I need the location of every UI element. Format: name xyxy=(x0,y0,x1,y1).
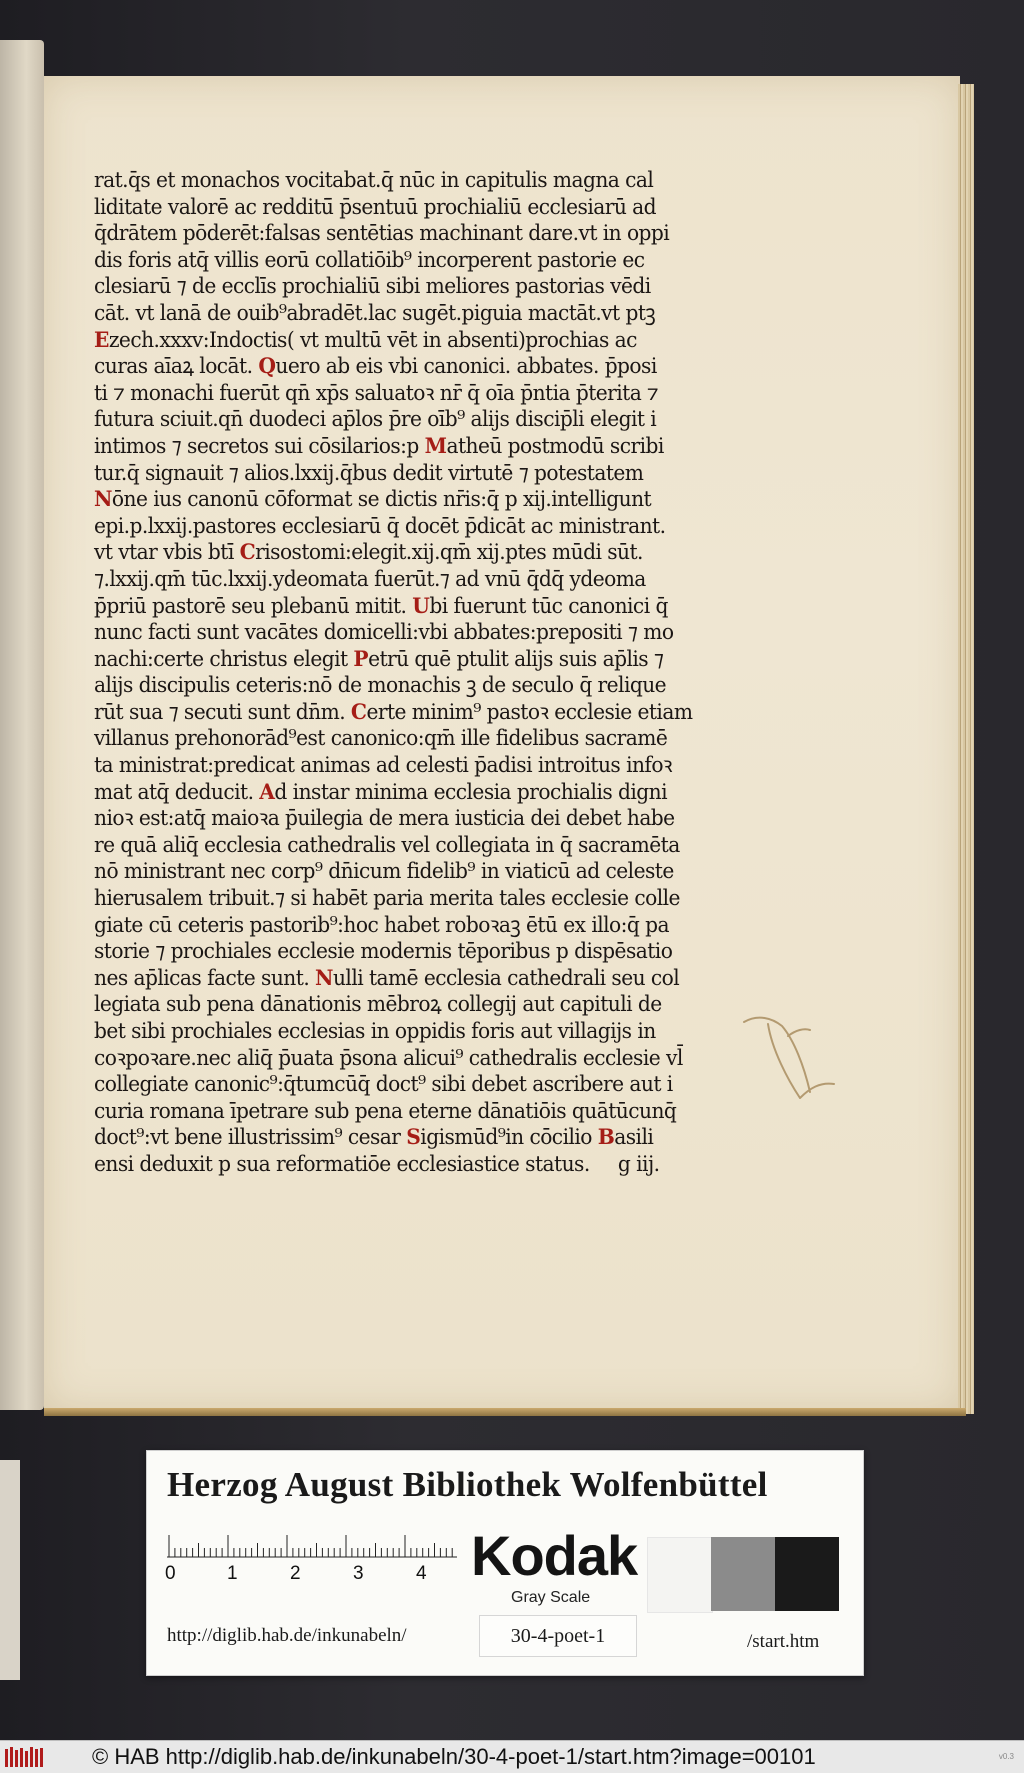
rubric-initial: C xyxy=(239,540,256,566)
left-card-strip xyxy=(0,1460,20,1680)
text-line: re quā aliq̄ ecclesia cathedralis vel collegiata in q̄ sacramēta xyxy=(94,832,680,858)
text-line: epi.p.lxxij.pastores ecclesiarū q̄ docēt p̄dicāt ac ministrant. xyxy=(94,513,666,539)
rubric-initial: P xyxy=(353,646,369,672)
gray-patch-black xyxy=(775,1537,839,1611)
rubric-initial: N xyxy=(94,487,112,513)
footer-bar xyxy=(0,1740,1024,1773)
text-line: nachi:certe christus elegit Petrū quē ptulit alijs suis ap̄lis ⁊ xyxy=(94,646,664,672)
quire-signature: g iij. xyxy=(617,1151,660,1177)
ruler-label: 0 xyxy=(165,1563,176,1584)
text-line: q̄drātem pōderēt:falsas sentētias machinant dare.vt in oppi xyxy=(94,221,670,247)
pencil-annotation-mark xyxy=(738,1000,848,1110)
rubric-initial: C xyxy=(350,699,367,725)
text-line: villanus prehonorād⁹est canonico:qm̄ ille fidelibus sacramē xyxy=(94,726,668,752)
text-line: storie ⁊ prochiales ecclesie modernis tēporibus p dispēsatio xyxy=(94,939,673,965)
version-label: v0.3 xyxy=(998,1752,1014,1761)
text-line: mat atq̄ deducit. Ad instar minima ecclesia prochialis digni xyxy=(94,779,668,805)
text-line: nioꝛ est:atq̄ maioꝛa p̄uilegia de mera iusticia dei debet habe xyxy=(94,806,675,832)
text-line: curas aīaꝝ locāt. Quero ab eis vbi canonici. abbates. p̄posi xyxy=(94,354,657,380)
text-line: hierusalem tribuit.⁊ si habēt paria merita tales ecclesie colle xyxy=(94,886,680,912)
text-line: p̄priū pastorē seu plebanū mitit. Ubi fuerunt tūc canonici q̄ xyxy=(94,593,668,619)
ruler xyxy=(167,1523,457,1587)
ruler-label: 2 xyxy=(290,1563,301,1584)
text-line: nō ministrant nec corp⁹ dn̄icum fidelib⁹ in viaticū ad celeste xyxy=(94,859,674,885)
gray-patch-mid xyxy=(711,1537,775,1611)
text-line: nunc facti sunt vacātes domicelli:vbi abbates:prepositi ⁊ mo xyxy=(94,620,674,646)
copyright-url[interactable]: © HAB http://diglib.hab.de/inkunabeln/30-4-poet-1/start.htm?image=00101 xyxy=(92,1744,816,1769)
kodak-logo: Kodak xyxy=(471,1524,638,1587)
text-line: liditate valorē ac redditū̄ p̄sentuū prochialiū ecclesiarū ad xyxy=(94,194,657,220)
hab-logo-icon xyxy=(4,1746,44,1768)
url-prefix: http://diglib.hab.de/inkunabeln/ xyxy=(167,1625,407,1646)
text-line: giate cū ceteris pastorib⁹:hoc habet roboꝛaꝫ ētū ex illo:q̄ pa xyxy=(94,912,669,938)
text-line: clesiarū ⁊ de ecclīs prochialiū sibi meliores pastorias vēdi xyxy=(94,274,651,300)
text-line: cāt. vt lanā de ouib⁹abradēt.lac sugēt.piguia mactāt.vt ptꝫ xyxy=(94,300,656,326)
page-edges xyxy=(958,84,974,1414)
text-line: tur.q̄ signauit ⁊ alios.lxxij.q̄bus dedit virtutē ⁊ potestatem xyxy=(94,460,644,486)
rubric-initial: A xyxy=(259,779,275,805)
text-line: rūt sua ⁊ secuti sunt dn̄m. Certe minim⁹ pastoꝛ ecclesie etiam xyxy=(94,699,693,725)
rubric-initial: E xyxy=(94,327,109,353)
ruler-label: 3 xyxy=(353,1563,364,1584)
text-line: Ezech.xxxv:Indoctis( vt multū vēt in absenti)prochias ac xyxy=(94,327,637,353)
grayscale-label: Gray Scale xyxy=(511,1589,591,1606)
shelfmark: 30-4-poet-1 xyxy=(479,1615,637,1657)
text-line: nes ap̄licas facte sunt. Nulli tamē ecclesia cathedrali seu col xyxy=(94,965,680,991)
rubric-initial: B xyxy=(597,1125,615,1151)
text-line: Nōne ius canonū cōformat se dictis nr̄is:q̄ p xij.intelligunt xyxy=(94,487,652,513)
text-line: ta ministrat:predicat animas ad celesti p̄adisi introitus infoꝛ xyxy=(94,753,672,779)
rubric-initial: M xyxy=(424,433,447,459)
ruler-label: 1 xyxy=(227,1563,238,1584)
text-line: ti ⁊ monachi fuerūt qn̄ xp̄s saluatoꝛ nr̄ q̄ oīa p̄ntia p̄terita ⁊ xyxy=(94,380,659,406)
left-page-edge xyxy=(0,40,44,1410)
rubric-initial: S xyxy=(406,1125,421,1151)
rubric-initial: U xyxy=(412,593,430,619)
text-line: doct⁹:vt bene illustrissim⁹ cesar Sigismūd⁹in cōcilio Basili xyxy=(94,1125,654,1151)
rubric-initial: Q xyxy=(258,354,276,380)
text-line: futura sciuit.qn̄ duodeci ap̄los p̄re oīb⁹ alijs discip̄li elegit i xyxy=(94,407,657,433)
url-suffix: /start.htm xyxy=(747,1631,820,1652)
text-line: vt vtar vbis btī Crisostomi:elegit.xij.qm̄ xij.ptes mūdi sūt. xyxy=(94,540,643,566)
text-line: alijs discipulis ceteris:nō de monachis ꝫ de seculo q̄ relique xyxy=(94,673,667,699)
ruler-label: 4 xyxy=(416,1563,427,1584)
text-line: rat.q̄s et monachos vocitabat.q̄ nūc in capitulis magna cal xyxy=(94,168,654,193)
text-line: ⁊.lxxij.qm̄ tūc.lxxij.ydeomata fuerūt.⁊ ad vnū q̄dq̄ ydeoma xyxy=(94,566,646,592)
library-name: Herzog August Bibliothek Wolfenbüttel xyxy=(167,1465,768,1504)
text-line: coꝛpoꝛare.nec aliq̄ p̄uata p̄sona alicui⁹ cathedralis ecclesie vl̄ xyxy=(94,1045,683,1071)
text-line: dis foris atq̄ villis eorū collatiōib⁹ incorperent pastorie ec xyxy=(94,247,645,273)
incunable-text-block xyxy=(94,168,693,1179)
gray-patch-white xyxy=(647,1537,713,1613)
rubric-initial: N xyxy=(315,965,333,991)
text-line: bet sibi prochiales ecclesias in oppidis foris aut villagijs in xyxy=(94,1019,656,1044)
page-bottom-edge xyxy=(44,1408,966,1416)
text-line: ensi deduxit p sua reformatiōe ecclesiastice status. g iij. xyxy=(94,1151,660,1177)
ruler-ticks xyxy=(167,1523,457,1563)
text-line: intimos ⁊ secretos sui cōsilarios:p Matheū postmodū scribi xyxy=(94,433,664,459)
color-reference-card xyxy=(146,1450,864,1676)
text-line: curia romana īpetrare sub pena eterne dānatiōis quātūcunq̄ xyxy=(94,1098,677,1124)
text-line: legiata sub pena dānationis mēbroꝝ collegij aut capituli de xyxy=(94,992,662,1018)
text-line: collegiate canonic⁹:q̄tumcūq̄ doct⁹ sibi debet ascribere aut i xyxy=(94,1072,673,1098)
